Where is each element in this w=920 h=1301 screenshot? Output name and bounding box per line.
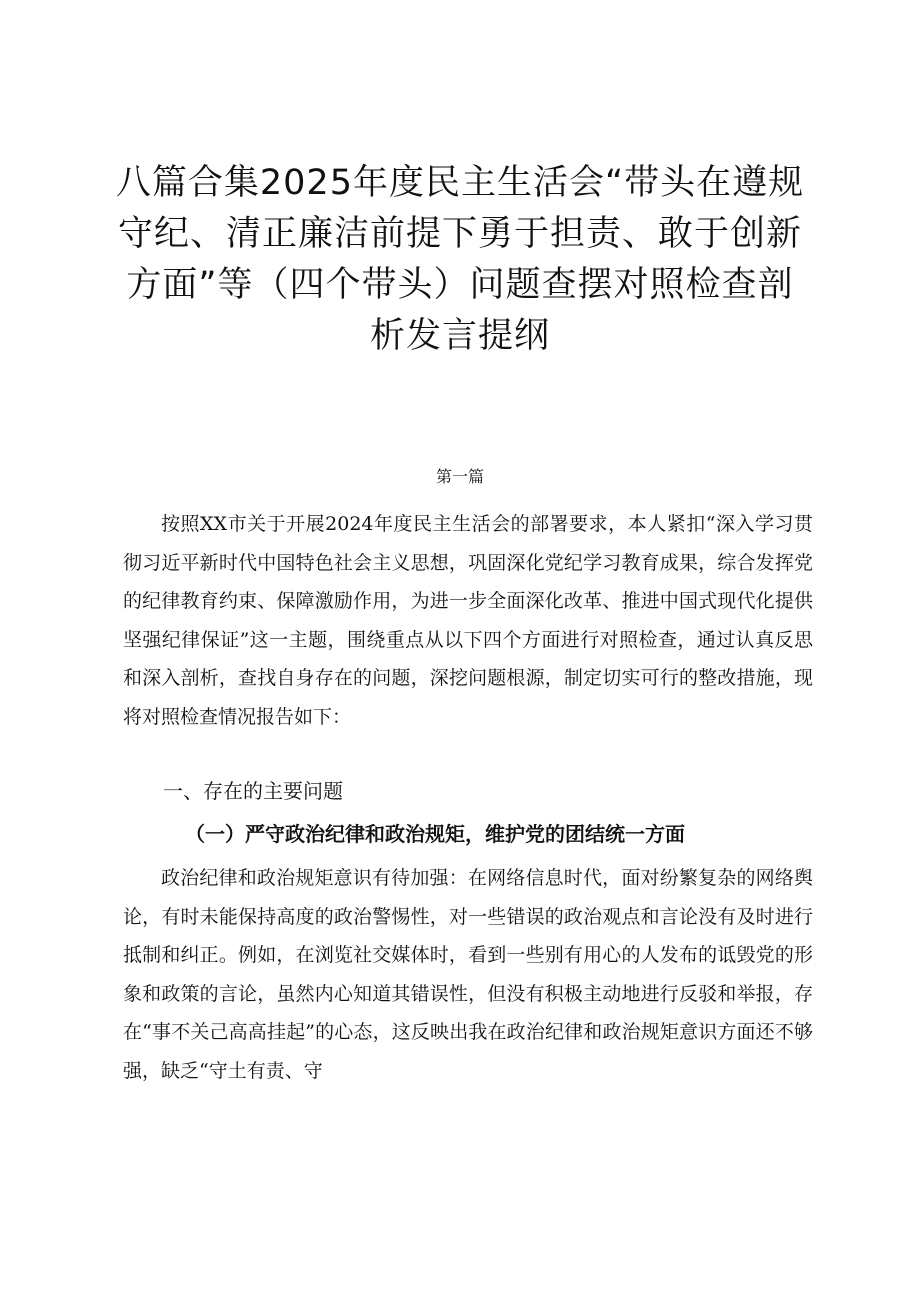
heading-level-2: （一）严守政治纪律和政治规矩，维护党的团结统一方面: [185, 822, 685, 846]
heading-level-1: 一、存在的主要问题: [163, 779, 343, 803]
document-title: 八篇合集2025年度民主生活会“带头在遵规守纪、清正廉洁前提下勇于担责、敢于创新方面”等（四个带头）问题查摆对照检查剖析发言提纲: [115, 163, 805, 356]
section-label: 第一篇: [435, 467, 484, 486]
body-paragraph: 政治纪律和政治规矩意识有待加强：在网络信息时代，面对纷繁复杂的网络舆论，有时未能保持高度的政治警惕性，对一些错误的政治观点和言论没有及时进行抵制和纠正。例如，在浏览社交媒体时，看到一些别有用心的人发布的诋毁党的形象和政策的言论，虽然内心知道其错误性，但没有积极主动地进行反驳和举报，存在“事不关己高高挂起”的心态，这反映出我在政治纪律和政治规矩意识方面还不够强，缺乏“守土有责、守: [123, 867, 813, 1082]
intro-paragraph: 按照XX市关于开展2024年度民主生活会的部署要求，本人紧扣“深入学习贯彻习近平新时代中国特色社会主义思想，巩固深化党纪学习教育成果，综合发挥党的纪律教育约束、保障激励作用，为进一步全面深化改革、推进中国式现代化提供坚强纪律保证”这一主题，围绕重点从以下四个方面进行对照检查，通过认真反思和深入剖析，查找自身存在的问题，深挖问题根源，制定切实可行的整改措施，现将对照检查情况报告如下：: [123, 513, 813, 728]
